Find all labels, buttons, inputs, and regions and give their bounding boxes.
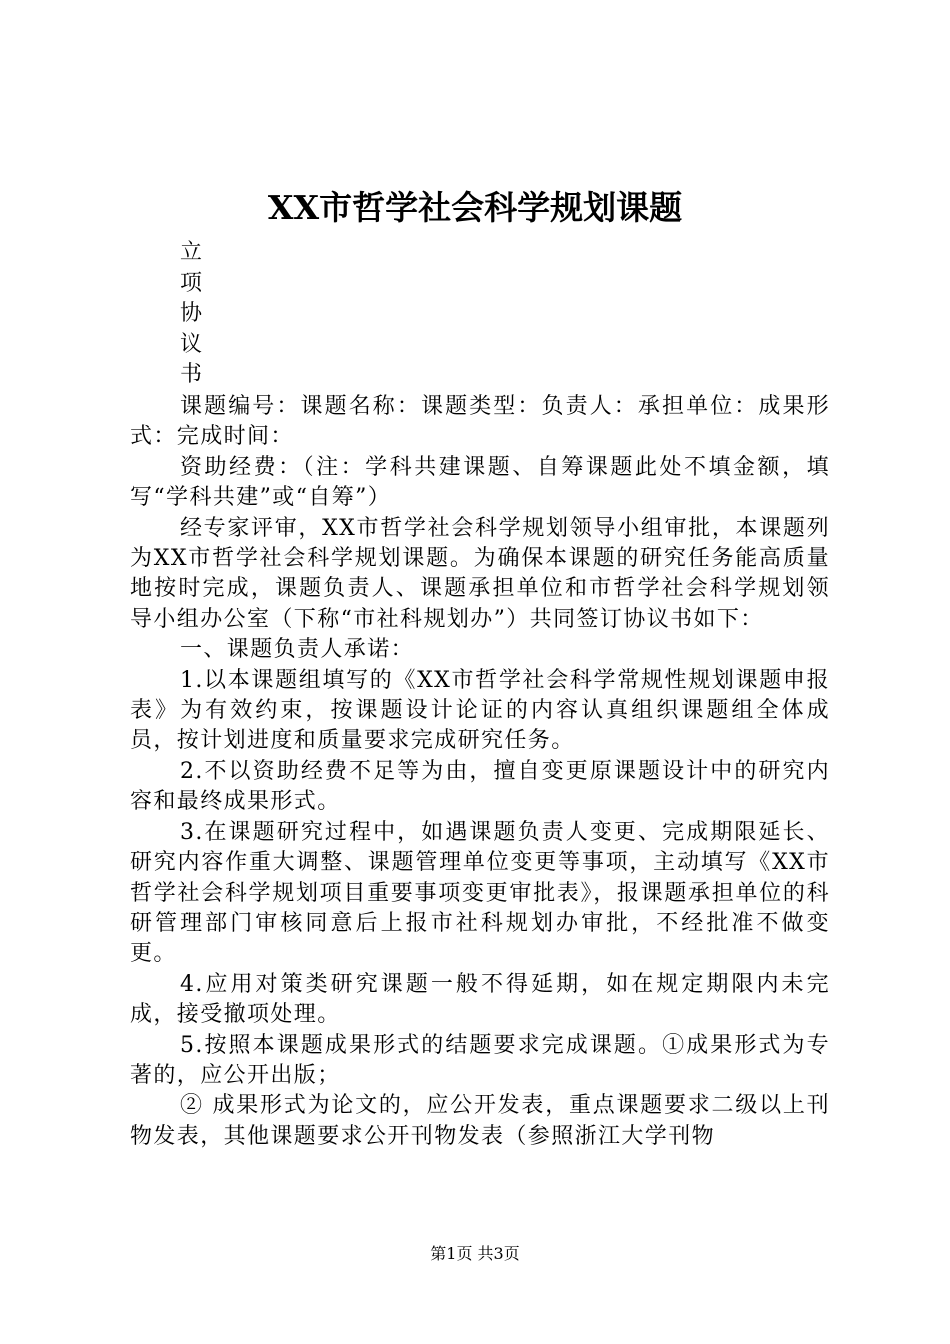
commitment-subitem: ② 成果形式为论文的，应公开发表，重点课题要求二级以上刊物发表，其他课题要求公开刊物发表（参照浙江大学刊物 [130, 1093, 830, 1149]
document-body [130, 392, 830, 1152]
funding-paragraph: 资助经费：（注：学科共建课题、自筹课题此处不填金额，填写“学科共建”或“自筹”） [130, 454, 830, 511]
section-heading: 一、课题负责人承诺： [180, 637, 415, 663]
vertical-heading-char: 协 [180, 301, 203, 326]
commitment-item: 5.按照本课题成果形式的结题要求完成课题。①成果形式为专著的，应公开出版； [130, 1032, 830, 1088]
commitment-item: 2.不以资助经费不足等为由，擅自变更原课题设计中的研究内容和最终成果形式。 [130, 758, 830, 815]
vertical-heading-char: 项 [180, 270, 203, 296]
vertical-heading-char: 立 [180, 240, 203, 265]
vertical-heading-char: 议 [180, 331, 203, 357]
vertical-heading [180, 238, 210, 391]
project-info-fields: 课题编号：课题名称：课题类型：负责人：承担单位：成果形式：完成时间： [130, 394, 830, 450]
document-title: XX市哲学社会科学规划课题 [267, 188, 683, 227]
commitment-item: 1.以本课题组填写的《XX市哲学社会科学常规性规划课题申报表》为有效约束，按课题设计论证的内容认真组织课题组全体成员，按计划进度和质量要求完成研究任务。 [130, 667, 830, 754]
commitment-item: 3.在课题研究过程中，如遇课题负责人变更、完成期限延长、研究内容作重大调整、课题管理单位变更等事项，主动填写《XX市哲学社会科学规划项目重要事项变更审批表》，报课题承担单位的科研管理部门审核同意后上报市社科规划办审批，不经批准不做变更。 [130, 819, 830, 967]
commitment-item: 4.应用对策类研究课题一般不得延期，如在规定期限内未完成，接受撤项处理。 [130, 971, 830, 1028]
intro-paragraph: 经专家评审，XX市哲学社会科学规划领导小组审批，本课题列为XX市哲学社会科学规划课题。为确保本课题的研究任务能高质量地按时完成，课题负责人、课题承担单位和市哲学社会科学规划领导小组办公室（下称“市社科规划办”）共同签订协议书如下： [130, 515, 830, 632]
vertical-heading-char: 书 [180, 362, 203, 387]
page-footer: 第1页 共3页 [430, 1244, 520, 1263]
